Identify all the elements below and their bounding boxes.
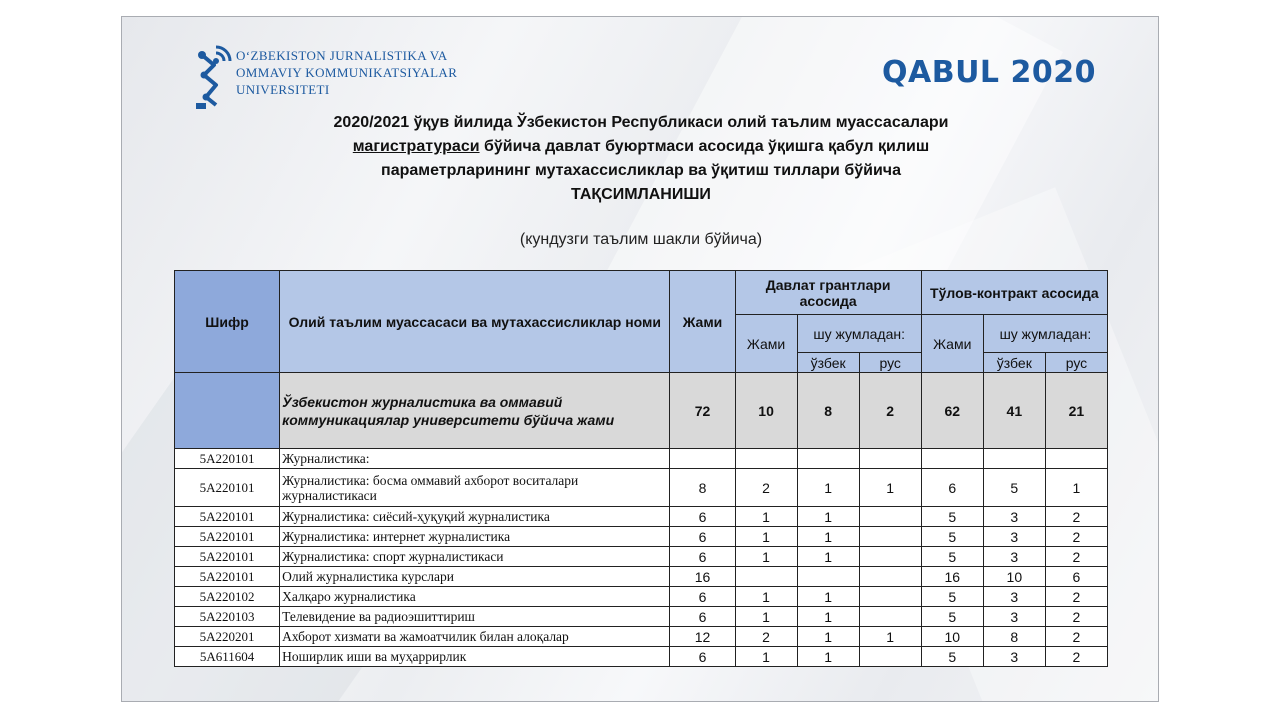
row-contract-rus: 2 [1045,587,1107,607]
table-row [175,587,1108,607]
row-name: Олий журналистика курслари [280,567,670,587]
row-name: Халқаро журналистика [280,587,670,607]
document-heading [122,111,1159,207]
row-state-uzbek: 1 [797,607,859,627]
row-contract-total: 5 [921,647,983,667]
row-state-uzbek: 1 [797,587,859,607]
heading-line-3: параметрларининг мутахассисликлар ва ўқитиш тиллари бўйича [381,162,901,179]
row-name: Журналистика: спорт журналистикаси [280,547,670,567]
row-contract-total: 5 [921,587,983,607]
row-name: Журналистика: интернет журналистика [280,527,670,547]
heading-line-1: 2020/2021 ўқув йилида Ўзбекистон Республикаси олий таълим муассасалари [333,114,949,131]
row-code: 5A220201 [175,627,280,647]
row-state-rus [859,547,921,567]
row-code: 5A220101 [175,449,280,469]
table-row [175,547,1108,567]
row-contract-uzbek: 3 [983,547,1045,567]
row-contract-uzbek: 10 [983,567,1045,587]
row-total: 6 [670,587,735,607]
row-state-total: 1 [735,527,797,547]
header-name: Олий таълим муассасаси ва мутахассисликлар номи [280,271,670,373]
row-state-uzbek [797,449,859,469]
row-state-total: 1 [735,607,797,627]
row-state-rus [859,647,921,667]
header-contract: Тўлов-контракт асосида [921,271,1107,315]
row-state-rus: 1 [859,469,921,507]
heading-underlined-word: магистратураси [352,138,480,155]
total-contract-uzbek: 41 [983,373,1045,449]
qabul-title: QABUL 2020 [881,55,1096,90]
slide [121,16,1159,702]
row-contract-rus: 2 [1045,527,1107,547]
row-state-uzbek: 1 [797,469,859,507]
table-row [175,567,1108,587]
row-state-total: 1 [735,507,797,527]
row-name: Ноширлик иши ва муҳаррирлик [280,647,670,667]
total-row [175,373,1108,449]
row-contract-total: 5 [921,527,983,547]
university-name-line: OMMAVIY KOMMUNIKATSIYALAR [236,65,458,80]
row-state-rus [859,507,921,527]
total-state-total: 10 [735,373,797,449]
row-contract-uzbek: 8 [983,627,1045,647]
row-total: 6 [670,607,735,627]
total-state-uzbek: 8 [797,373,859,449]
header-code: Шифр [175,271,280,373]
total-state-rus: 2 [859,373,921,449]
table-row [175,647,1108,667]
header-state-grants: Давлат грантлари асосида [735,271,921,315]
row-code: 5A220101 [175,547,280,567]
row-name: Журналистика: босма оммавий ахборот воситалари журналистикаси [280,469,670,507]
table-row [175,507,1108,527]
row-state-total [735,449,797,469]
header-contract-including: шу жумладан: [983,315,1107,353]
row-state-rus [859,607,921,627]
row-contract-rus: 2 [1045,607,1107,627]
row-contract-uzbek: 3 [983,647,1045,667]
row-contract-rus: 2 [1045,627,1107,647]
row-name: Ахборот хизмати ва жамоатчилик билан алоқалар [280,627,670,647]
row-contract-rus [1045,449,1107,469]
heading-line-2 [122,135,1159,159]
row-contract-uzbek: 5 [983,469,1045,507]
row-total: 6 [670,547,735,567]
row-contract-rus: 6 [1045,567,1107,587]
header-state-rus: рус [859,353,921,373]
row-total: 12 [670,627,735,647]
row-state-uzbek: 1 [797,507,859,527]
total-contract-rus: 21 [1045,373,1107,449]
row-state-uzbek: 1 [797,527,859,547]
row-code: 5A220101 [175,567,280,587]
row-code: 5A220101 [175,469,280,507]
row-total: 6 [670,647,735,667]
row-state-total: 2 [735,627,797,647]
row-state-rus: 1 [859,627,921,647]
total-name: Ўзбекистон журналистика ва оммавий коммуникациялар университети бўйича жами [280,373,670,449]
row-code: 5A220102 [175,587,280,607]
heading-line-4: ТАҚСИМЛАНИШИ [571,186,711,203]
row-state-uzbek: 1 [797,647,859,667]
table-row [175,627,1108,647]
row-state-total: 2 [735,469,797,507]
total-total: 72 [670,373,735,449]
header-contract-total: Жами [921,315,983,373]
row-contract-uzbek: 3 [983,507,1045,527]
education-form-note: (кундузги таълим шакли бўйича) [519,231,763,248]
table-row [175,469,1108,507]
table-row [175,527,1108,547]
row-code: 5A220101 [175,507,280,527]
row-state-uzbek [797,567,859,587]
row-contract-total: 16 [921,567,983,587]
row-state-rus [859,449,921,469]
row-contract-total: 5 [921,507,983,527]
row-state-rus [859,587,921,607]
row-total: 8 [670,469,735,507]
row-state-uzbek: 1 [797,547,859,567]
university-name-line: O‘ZBEKISTON JURNALISTIKA VA [236,48,448,63]
row-contract-rus: 2 [1045,647,1107,667]
row-contract-total: 5 [921,547,983,567]
row-code: 5A220103 [175,607,280,627]
total-contract-total: 62 [921,373,983,449]
row-code: 5A220101 [175,527,280,547]
row-state-total [735,567,797,587]
row-contract-total: 5 [921,607,983,627]
header-contract-rus: рус [1045,353,1107,373]
row-state-rus [859,527,921,547]
row-state-total: 1 [735,587,797,607]
row-total [670,449,735,469]
row-state-total: 1 [735,547,797,567]
total-code [175,373,280,449]
header-state-uzbek: ўзбек [797,353,859,373]
row-name: Журналистика: [280,449,670,469]
header-total: Жами [670,271,735,373]
admission-table [174,270,1108,667]
row-contract-rus: 1 [1045,469,1107,507]
row-state-rus [859,567,921,587]
header-contract-uzbek: ўзбек [983,353,1045,373]
table-row [175,607,1108,627]
table-body [175,449,1108,667]
row-contract-rus: 2 [1045,507,1107,527]
row-code: 5A611604 [175,647,280,667]
row-total: 6 [670,507,735,527]
row-state-uzbek: 1 [797,627,859,647]
row-name: Телевидение ва радиоэшиттириш [280,607,670,627]
row-state-total: 1 [735,647,797,667]
row-contract-uzbek: 3 [983,607,1045,627]
row-name: Журналистика: сиёсий-ҳуқуқий журналистика [280,507,670,527]
row-total: 6 [670,527,735,547]
row-contract-uzbek: 3 [983,527,1045,547]
header-state-including: шу жумладан: [797,315,921,353]
row-contract-uzbek [983,449,1045,469]
row-contract-rus: 2 [1045,547,1107,567]
header-state-total: Жами [735,315,797,373]
university-name-line: UNIVERSITETI [236,82,330,97]
university-name [236,47,457,98]
row-contract-total: 6 [921,469,983,507]
table-row [175,449,1108,469]
row-contract-total [921,449,983,469]
row-total: 16 [670,567,735,587]
row-contract-total: 10 [921,627,983,647]
university-logo-icon [194,41,236,111]
heading-line-2-rest: бўйича давлат буюртмаси асосида ўқишга қабул қилиш [479,138,930,155]
row-contract-uzbek: 3 [983,587,1045,607]
